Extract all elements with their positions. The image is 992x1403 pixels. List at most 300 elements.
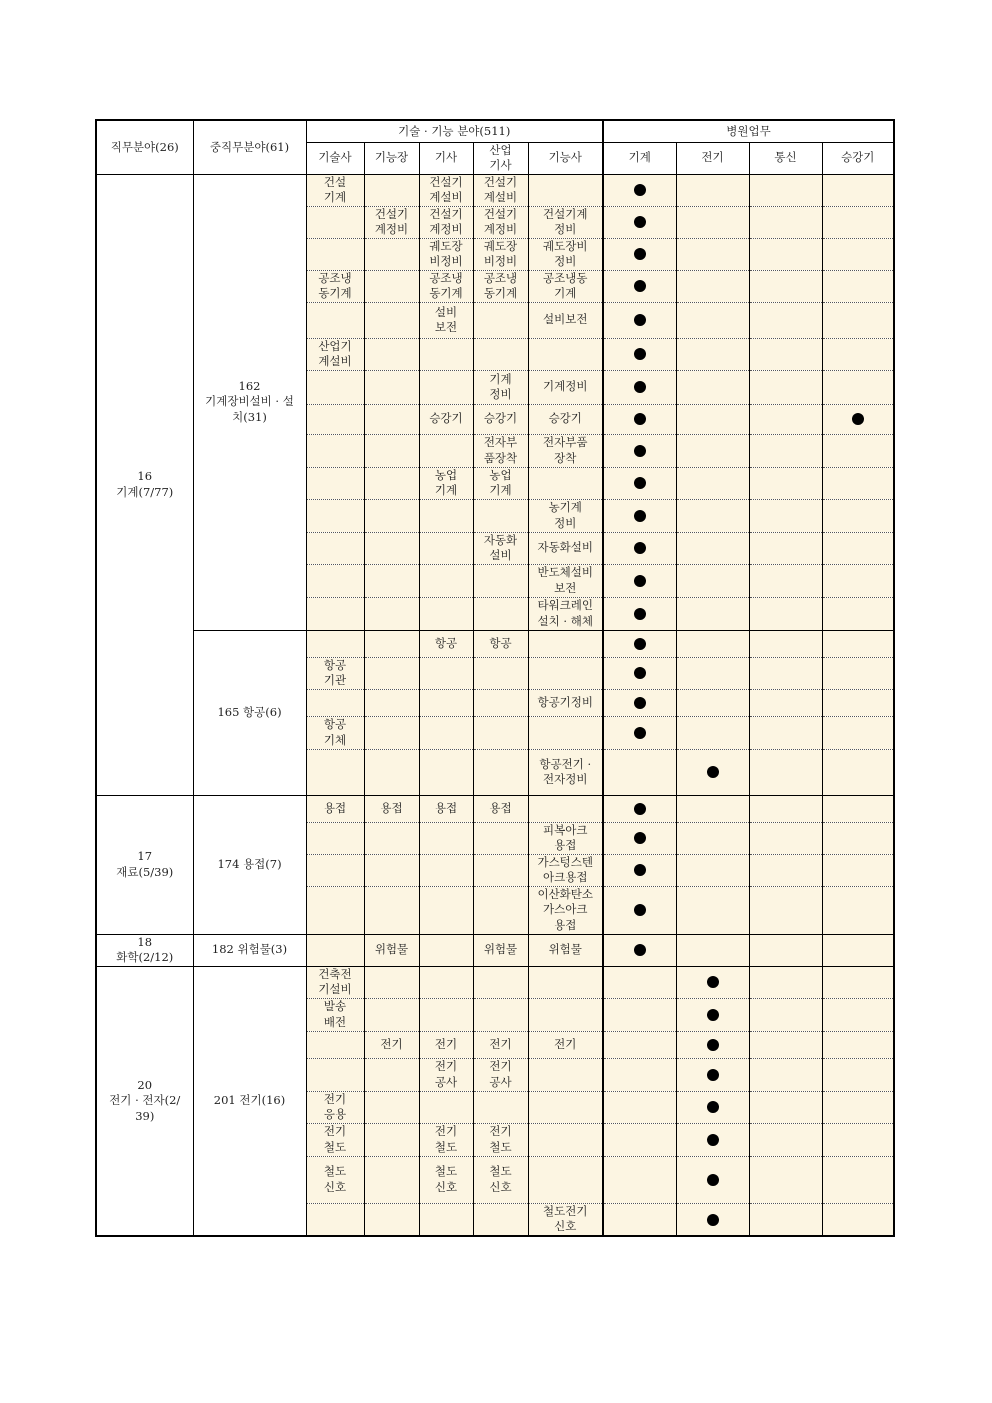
bullet-mark-icon bbox=[707, 1101, 719, 1113]
bullet-mark-icon bbox=[634, 348, 646, 360]
qualification-cell bbox=[473, 564, 528, 597]
qualification-cell bbox=[306, 689, 364, 716]
bullet-mark-icon bbox=[634, 575, 646, 587]
duty-mark-cell bbox=[676, 174, 749, 206]
qualification-label: 궤도장 비정비 bbox=[429, 238, 463, 268]
duty-mark-cell bbox=[749, 886, 822, 934]
header-col-communication: 통신 bbox=[749, 142, 822, 174]
qualification-cell bbox=[306, 1123, 364, 1156]
qualification-cell bbox=[364, 1031, 419, 1058]
qualification-cell bbox=[306, 270, 364, 302]
qualification-cell bbox=[364, 404, 419, 434]
qualification-cell bbox=[473, 966, 528, 998]
duty-mark-cell bbox=[822, 854, 894, 886]
header-col-mechanical: 기계 bbox=[603, 142, 676, 174]
qualification-label: 위험물 bbox=[374, 942, 409, 957]
qualification-cell bbox=[364, 532, 419, 564]
qualification-label: 설비보전 bbox=[543, 312, 588, 327]
qualification-label: 기계정비 bbox=[543, 379, 588, 394]
qualification-cell bbox=[306, 238, 364, 270]
duty-mark-cell bbox=[822, 1123, 894, 1156]
duty-mark-cell bbox=[749, 597, 822, 630]
qualification-label: 건설기 계정비 bbox=[483, 206, 518, 236]
qualification-label: 항공 기체 bbox=[323, 717, 347, 747]
duty-mark-cell bbox=[822, 270, 894, 302]
qualification-cell bbox=[528, 499, 603, 532]
qualification-cell bbox=[306, 966, 364, 998]
duty-mark-cell bbox=[749, 998, 822, 1031]
bullet-mark-icon bbox=[634, 314, 646, 326]
qualification-label: 승강기 bbox=[548, 411, 582, 426]
qualification-cell bbox=[364, 302, 419, 338]
qualification-cell bbox=[528, 370, 603, 404]
duty-mark-cell bbox=[603, 404, 676, 434]
qualification-cell bbox=[364, 749, 419, 795]
qualification-cell bbox=[364, 370, 419, 404]
qualification-label: 농업 기계 bbox=[434, 467, 458, 497]
qualification-cell bbox=[473, 404, 528, 434]
duty-mark-cell bbox=[603, 564, 676, 597]
duty-mark-cell bbox=[822, 467, 894, 499]
duty-mark-cell bbox=[676, 499, 749, 532]
duty-mark-cell bbox=[749, 338, 822, 370]
qualification-cell bbox=[473, 532, 528, 564]
bullet-mark-icon bbox=[852, 413, 864, 425]
qualification-label: 피복아크 용접 bbox=[543, 822, 588, 852]
header-col-master: 기능장 bbox=[364, 142, 419, 174]
header-mid-job-field: 중직무분야(61) bbox=[193, 120, 306, 174]
qualification-cell bbox=[473, 1123, 528, 1156]
qualification-label: 기계 정비 bbox=[489, 371, 512, 401]
duty-mark-cell bbox=[749, 966, 822, 998]
job-classification-table bbox=[95, 119, 895, 1237]
qualification-cell bbox=[528, 886, 603, 934]
qualification-cell bbox=[528, 1031, 603, 1058]
qualification-cell bbox=[306, 404, 364, 434]
qualification-cell bbox=[528, 338, 603, 370]
qualification-cell bbox=[306, 434, 364, 467]
qualification-cell bbox=[419, 532, 473, 564]
qualification-label: 위험물 bbox=[548, 942, 582, 957]
qualification-label: 발송 배전 bbox=[323, 999, 347, 1029]
qualification-cell bbox=[364, 467, 419, 499]
qualification-cell bbox=[364, 934, 419, 966]
qualification-label: 가스텅스텐 아크용접 bbox=[537, 854, 594, 884]
duty-mark-cell bbox=[676, 270, 749, 302]
duty-mark-cell bbox=[676, 822, 749, 854]
duty-mark-cell bbox=[749, 499, 822, 532]
duty-mark-cell bbox=[676, 1156, 749, 1203]
duty-mark-cell bbox=[749, 1156, 822, 1203]
qualification-cell bbox=[306, 597, 364, 630]
header-col-technician: 기사 bbox=[419, 142, 473, 174]
duty-mark-cell bbox=[676, 749, 749, 795]
qualification-cell bbox=[364, 238, 419, 270]
bullet-mark-icon bbox=[634, 667, 646, 679]
bullet-mark-icon bbox=[707, 1069, 719, 1081]
qualification-cell bbox=[419, 499, 473, 532]
bullet-mark-icon bbox=[707, 1134, 719, 1146]
duty-mark-cell bbox=[676, 1058, 749, 1091]
job-field-cell: 17 재료(5/39) bbox=[96, 795, 193, 934]
qualification-cell bbox=[419, 1058, 473, 1091]
qualification-cell bbox=[306, 499, 364, 532]
qualification-cell bbox=[528, 270, 603, 302]
duty-mark-cell bbox=[749, 467, 822, 499]
qualification-label: 전기 철도 bbox=[434, 1124, 458, 1154]
duty-mark-cell bbox=[603, 998, 676, 1031]
qualification-cell bbox=[419, 657, 473, 689]
qualification-cell bbox=[419, 467, 473, 499]
duty-mark-cell bbox=[822, 966, 894, 998]
qualification-cell bbox=[364, 822, 419, 854]
duty-mark-cell bbox=[822, 404, 894, 434]
qualification-cell bbox=[473, 174, 528, 206]
qualification-label: 승강기 bbox=[429, 411, 463, 426]
qualification-cell bbox=[419, 689, 473, 716]
qualification-cell bbox=[473, 630, 528, 657]
qualification-cell bbox=[473, 434, 528, 467]
bullet-mark-icon bbox=[634, 510, 646, 522]
duty-mark-cell bbox=[603, 467, 676, 499]
qualification-cell bbox=[419, 174, 473, 206]
qualification-cell bbox=[364, 174, 419, 206]
job-field-cell: 18 화학(2/12) bbox=[96, 934, 193, 966]
qualification-cell bbox=[419, 238, 473, 270]
qualification-cell bbox=[364, 886, 419, 934]
bullet-mark-icon bbox=[634, 727, 646, 739]
qualification-label: 승강기 bbox=[483, 411, 518, 426]
qualification-cell bbox=[419, 1123, 473, 1156]
qualification-label: 항공전기 · 전자정비 bbox=[539, 756, 592, 786]
qualification-cell bbox=[528, 206, 603, 238]
qualification-cell bbox=[306, 998, 364, 1031]
qualification-cell bbox=[528, 822, 603, 854]
qualification-cell bbox=[364, 1091, 419, 1123]
qualification-cell bbox=[473, 1031, 528, 1058]
header-col-electrical: 전기 bbox=[676, 142, 749, 174]
duty-mark-cell bbox=[676, 966, 749, 998]
qualification-cell bbox=[528, 1156, 603, 1203]
duty-mark-cell bbox=[676, 886, 749, 934]
qualification-cell bbox=[419, 998, 473, 1031]
mid-job-field-cell: 174 용접(7) bbox=[193, 795, 306, 934]
qualification-cell bbox=[528, 404, 603, 434]
bullet-mark-icon bbox=[634, 445, 646, 457]
duty-mark-cell bbox=[603, 966, 676, 998]
qualification-label: 산업기 계설비 bbox=[318, 338, 352, 368]
duty-mark-cell bbox=[676, 716, 749, 749]
duty-mark-cell bbox=[822, 338, 894, 370]
duty-mark-cell bbox=[603, 886, 676, 934]
qualification-cell bbox=[306, 854, 364, 886]
duty-mark-cell bbox=[822, 934, 894, 966]
duty-mark-cell bbox=[676, 934, 749, 966]
duty-mark-cell bbox=[676, 630, 749, 657]
qualification-label: 철도 신호 bbox=[489, 1164, 512, 1194]
qualification-cell bbox=[364, 716, 419, 749]
qualification-cell bbox=[528, 854, 603, 886]
duty-mark-cell bbox=[676, 657, 749, 689]
bullet-mark-icon bbox=[634, 477, 646, 489]
qualification-cell bbox=[364, 966, 419, 998]
qualification-cell bbox=[306, 302, 364, 338]
qualification-cell bbox=[419, 597, 473, 630]
duty-mark-cell bbox=[822, 499, 894, 532]
qualification-label: 건설기 계정비 bbox=[374, 206, 409, 236]
duty-mark-cell bbox=[822, 795, 894, 822]
duty-mark-cell bbox=[676, 1091, 749, 1123]
bullet-mark-icon bbox=[634, 638, 646, 650]
bullet-mark-icon bbox=[634, 697, 646, 709]
duty-mark-cell bbox=[603, 1156, 676, 1203]
qualification-cell bbox=[306, 934, 364, 966]
qualification-cell bbox=[528, 749, 603, 795]
duty-mark-cell bbox=[603, 270, 676, 302]
qualification-label: 이산화탄소 가스아크 용접 bbox=[537, 886, 594, 932]
qualification-cell bbox=[528, 302, 603, 338]
qualification-label: 전기 bbox=[554, 1036, 577, 1051]
qualification-label: 전기 응용 bbox=[323, 1091, 347, 1121]
duty-mark-cell bbox=[749, 1123, 822, 1156]
qualification-label: 건설 기계 bbox=[323, 174, 347, 204]
bullet-mark-icon bbox=[707, 976, 719, 988]
table-row bbox=[96, 966, 894, 998]
bullet-mark-icon bbox=[634, 216, 646, 228]
duty-mark-cell bbox=[749, 206, 822, 238]
qualification-cell bbox=[473, 238, 528, 270]
bullet-mark-icon bbox=[634, 280, 646, 292]
qualification-cell bbox=[473, 689, 528, 716]
qualification-label: 공조냉 동기계 bbox=[429, 270, 463, 300]
qualification-cell bbox=[364, 1156, 419, 1203]
header-col-engineer: 기술사 bbox=[306, 142, 364, 174]
duty-mark-cell bbox=[676, 404, 749, 434]
duty-mark-cell bbox=[603, 532, 676, 564]
duty-mark-cell bbox=[822, 532, 894, 564]
duty-mark-cell bbox=[749, 854, 822, 886]
duty-mark-cell bbox=[822, 302, 894, 338]
qualification-cell bbox=[364, 795, 419, 822]
duty-mark-cell bbox=[749, 174, 822, 206]
duty-mark-cell bbox=[749, 795, 822, 822]
qualification-label: 타워크레인 설치 · 해체 bbox=[537, 598, 594, 628]
table-row bbox=[96, 934, 894, 966]
duty-mark-cell bbox=[603, 1091, 676, 1123]
qualification-label: 건설기 계설비 bbox=[429, 174, 463, 204]
duty-mark-cell bbox=[676, 597, 749, 630]
qualification-cell bbox=[364, 689, 419, 716]
qualification-cell bbox=[306, 886, 364, 934]
duty-mark-cell bbox=[676, 532, 749, 564]
qualification-cell bbox=[306, 1091, 364, 1123]
header-tech-field: 기술 · 기능 분야(511) bbox=[306, 120, 603, 142]
qualification-cell bbox=[364, 564, 419, 597]
qualification-cell bbox=[473, 1203, 528, 1236]
qualification-cell bbox=[364, 998, 419, 1031]
qualification-label: 전기 bbox=[489, 1036, 512, 1051]
qualification-label: 건설기계 정비 bbox=[543, 206, 588, 236]
duty-mark-cell bbox=[603, 206, 676, 238]
qualification-cell bbox=[306, 1031, 364, 1058]
job-field-cell: 20 전기 · 전자(2/ 39) bbox=[96, 966, 193, 1236]
qualification-cell bbox=[419, 302, 473, 338]
duty-mark-cell bbox=[822, 998, 894, 1031]
qualification-label: 항공 bbox=[489, 635, 512, 650]
duty-mark-cell bbox=[749, 1091, 822, 1123]
qualification-cell bbox=[473, 854, 528, 886]
bullet-mark-icon bbox=[634, 381, 646, 393]
bullet-mark-icon bbox=[634, 184, 646, 196]
duty-mark-cell bbox=[603, 1058, 676, 1091]
qualification-cell bbox=[528, 689, 603, 716]
duty-mark-cell bbox=[822, 749, 894, 795]
qualification-label: 용접 bbox=[323, 800, 347, 815]
qualification-cell bbox=[473, 886, 528, 934]
duty-mark-cell bbox=[676, 1203, 749, 1236]
qualification-cell bbox=[306, 467, 364, 499]
duty-mark-cell bbox=[749, 404, 822, 434]
duty-mark-cell bbox=[822, 174, 894, 206]
qualification-label: 반도체설비 보전 bbox=[537, 565, 594, 595]
duty-mark-cell bbox=[822, 1091, 894, 1123]
qualification-cell bbox=[528, 467, 603, 499]
qualification-label: 전자부품 장착 bbox=[543, 435, 588, 465]
qualification-label: 건설기 계정비 bbox=[429, 206, 463, 236]
qualification-cell bbox=[364, 1123, 419, 1156]
duty-mark-cell bbox=[603, 338, 676, 370]
qualification-cell bbox=[364, 338, 419, 370]
qualification-cell bbox=[528, 1058, 603, 1091]
qualification-cell bbox=[419, 206, 473, 238]
bullet-mark-icon bbox=[707, 1174, 719, 1186]
duty-mark-cell bbox=[822, 370, 894, 404]
duty-mark-cell bbox=[822, 1031, 894, 1058]
duty-mark-cell bbox=[749, 749, 822, 795]
duty-mark-cell bbox=[603, 689, 676, 716]
duty-mark-cell bbox=[749, 238, 822, 270]
qualification-cell bbox=[473, 1091, 528, 1123]
qualification-cell bbox=[419, 1156, 473, 1203]
duty-mark-cell bbox=[822, 886, 894, 934]
duty-mark-cell bbox=[603, 630, 676, 657]
qualification-cell bbox=[528, 1123, 603, 1156]
qualification-cell bbox=[419, 966, 473, 998]
qualification-label: 철도전기 신호 bbox=[543, 1203, 588, 1234]
duty-mark-cell bbox=[676, 434, 749, 467]
duty-mark-cell bbox=[822, 822, 894, 854]
qualification-cell bbox=[473, 338, 528, 370]
qualification-cell bbox=[473, 302, 528, 338]
duty-mark-cell bbox=[676, 1031, 749, 1058]
qualification-label: 항공 bbox=[434, 635, 458, 650]
qualification-cell bbox=[473, 657, 528, 689]
duty-mark-cell bbox=[749, 434, 822, 467]
qualification-cell bbox=[473, 467, 528, 499]
duty-mark-cell bbox=[676, 370, 749, 404]
qualification-cell bbox=[419, 886, 473, 934]
duty-mark-cell bbox=[676, 467, 749, 499]
bullet-mark-icon bbox=[707, 1039, 719, 1051]
bullet-mark-icon bbox=[634, 832, 646, 844]
qualification-cell bbox=[306, 564, 364, 597]
qualification-label: 위험물 bbox=[483, 942, 518, 957]
duty-mark-cell bbox=[749, 1031, 822, 1058]
qualification-cell bbox=[364, 597, 419, 630]
duty-mark-cell bbox=[603, 499, 676, 532]
header-col-industrial: 산업 기사 bbox=[473, 142, 528, 174]
duty-mark-cell bbox=[676, 302, 749, 338]
duty-mark-cell bbox=[603, 302, 676, 338]
qualification-cell bbox=[419, 716, 473, 749]
table-row bbox=[96, 795, 894, 822]
qualification-cell bbox=[306, 174, 364, 206]
qualification-label: 전자부 품장착 bbox=[483, 435, 518, 465]
qualification-label: 전기 공사 bbox=[434, 1059, 458, 1089]
qualification-cell bbox=[364, 206, 419, 238]
bullet-mark-icon bbox=[634, 413, 646, 425]
qualification-cell bbox=[473, 716, 528, 749]
qualification-cell bbox=[306, 1156, 364, 1203]
duty-mark-cell bbox=[676, 338, 749, 370]
job-field-cell: 16 기계(7/77) bbox=[96, 174, 193, 795]
qualification-label: 자동화 설비 bbox=[483, 532, 518, 562]
qualification-label: 농업 기계 bbox=[489, 467, 512, 497]
qualification-label: 궤도장 비정비 bbox=[483, 238, 518, 268]
qualification-cell bbox=[473, 998, 528, 1031]
qualification-cell bbox=[419, 795, 473, 822]
duty-mark-cell bbox=[603, 749, 676, 795]
qualification-cell bbox=[528, 1203, 603, 1236]
qualification-cell bbox=[528, 630, 603, 657]
qualification-cell bbox=[528, 238, 603, 270]
duty-mark-cell bbox=[603, 854, 676, 886]
qualification-label: 궤도장비 정비 bbox=[543, 238, 588, 268]
qualification-cell bbox=[473, 934, 528, 966]
qualification-label: 전기 bbox=[380, 1036, 403, 1051]
bullet-mark-icon bbox=[634, 904, 646, 916]
qualification-cell bbox=[473, 499, 528, 532]
qualification-cell bbox=[419, 338, 473, 370]
header-col-elevator: 승강기 bbox=[822, 142, 894, 174]
qualification-cell bbox=[419, 1203, 473, 1236]
bullet-mark-icon bbox=[707, 766, 719, 778]
qualification-cell bbox=[528, 966, 603, 998]
qualification-cell bbox=[419, 1031, 473, 1058]
qualification-cell bbox=[473, 597, 528, 630]
duty-mark-cell bbox=[822, 689, 894, 716]
qualification-cell bbox=[306, 206, 364, 238]
duty-mark-cell bbox=[822, 716, 894, 749]
qualification-cell bbox=[528, 934, 603, 966]
qualification-label: 전기 철도 bbox=[489, 1124, 512, 1154]
bullet-mark-icon bbox=[707, 1009, 719, 1021]
duty-mark-cell bbox=[749, 370, 822, 404]
qualification-cell bbox=[364, 1203, 419, 1236]
qualification-cell bbox=[364, 854, 419, 886]
bullet-mark-icon bbox=[634, 803, 646, 815]
duty-mark-cell bbox=[603, 822, 676, 854]
qualification-cell bbox=[306, 370, 364, 404]
qualification-cell bbox=[364, 499, 419, 532]
duty-mark-cell bbox=[676, 689, 749, 716]
bullet-mark-icon bbox=[707, 1214, 719, 1226]
qualification-label: 설비 보전 bbox=[434, 304, 458, 334]
qualification-cell bbox=[528, 1091, 603, 1123]
duty-mark-cell bbox=[603, 238, 676, 270]
qualification-label: 철도 신호 bbox=[323, 1164, 347, 1194]
qualification-label: 공조냉동 기계 bbox=[543, 270, 588, 300]
